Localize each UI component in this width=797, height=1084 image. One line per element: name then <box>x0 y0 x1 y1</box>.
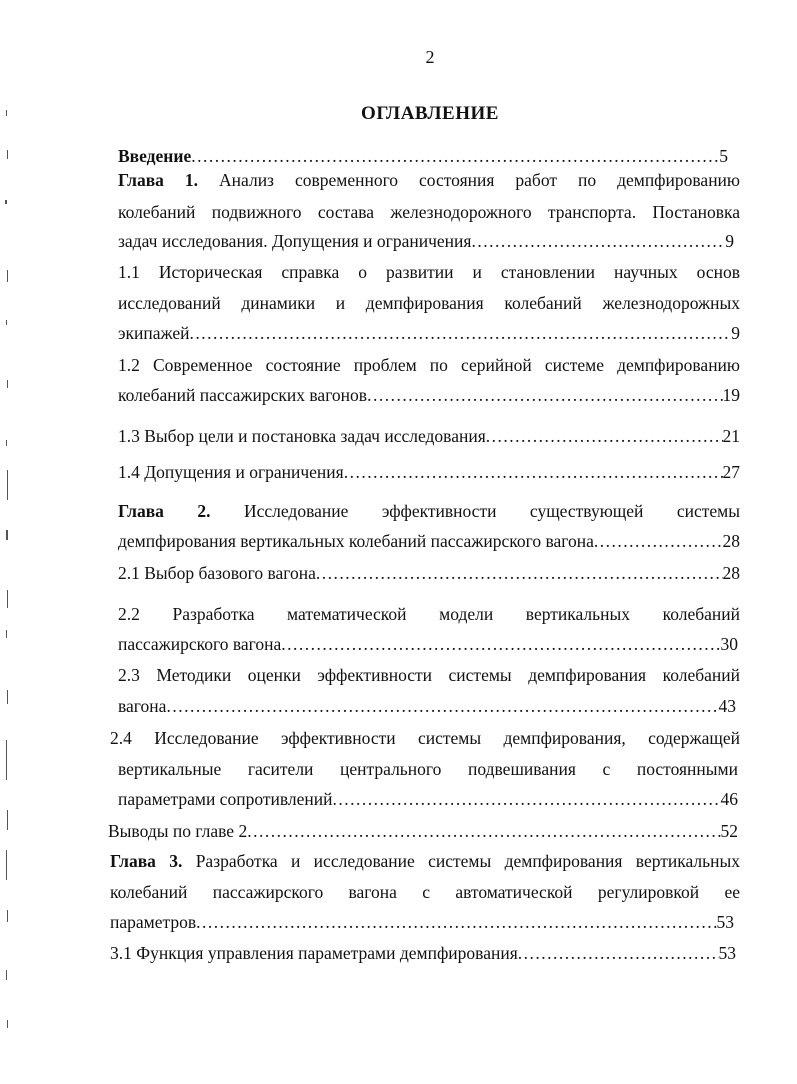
toc-ch2-title-2: демпфирования вертикальных колебаний пассажирского вагона <box>118 531 594 551</box>
toc-s13-title: 1.3 Выбор цели и постановка задач исследования <box>118 426 486 446</box>
toc-leader <box>316 562 723 584</box>
toc-leader <box>344 461 723 483</box>
toc-page-number: 21 <box>722 426 740 446</box>
toc-page-number: 28 <box>722 531 740 551</box>
toc-page-number: 9 <box>725 231 734 251</box>
toc-ch3-title-2: колебаний пассажирского вагона с автоматической регулировкой ее <box>110 882 740 902</box>
toc-entry-s14[interactable] <box>118 461 740 483</box>
toc-s23-title-2: вагона <box>118 696 167 716</box>
toc-entry-ch2-line2[interactable] <box>118 530 740 552</box>
toc-leader <box>281 633 720 655</box>
toc-s11-title-2: исследований динамики и демпфирования колебаний железнодорожных <box>118 293 740 313</box>
page-number: 2 <box>425 47 435 67</box>
toc-entry-s11-line3[interactable] <box>118 322 740 344</box>
toc-ch3-title-3: параметров <box>110 912 197 932</box>
toc-leader <box>332 788 720 810</box>
toc-ch2-label: Глава 2. <box>118 501 211 521</box>
toc-heading: ОГЛАВЛЕНИЕ <box>361 103 499 124</box>
toc-page-number: 9 <box>731 323 740 343</box>
toc-leader <box>196 911 716 933</box>
toc-page-number: 30 <box>720 634 738 654</box>
toc-page-number: 53 <box>716 912 734 932</box>
toc-ch3-label: Глава 3. <box>110 851 183 871</box>
toc-entry-ch1-line2 <box>118 201 740 223</box>
toc-entry-s24-line2 <box>118 758 738 780</box>
toc-leader <box>247 820 720 842</box>
toc-entry-ch2-line1[interactable] <box>118 500 740 522</box>
toc-ch2-title-1: Исследование эффективности существующей системы <box>243 501 741 521</box>
toc-ch3-title-1: Разработка и исследование системы демпфирования вертикальных <box>195 851 740 871</box>
toc-entry-ch1-line1[interactable] <box>118 169 740 191</box>
toc-s24-title-2: вертикальные гасители центрального подвешивания с постоянными <box>118 759 738 779</box>
toc-page-number: 46 <box>720 789 738 809</box>
toc-s24-title-3: параметрами сопротивлений <box>118 789 333 809</box>
toc-leader <box>191 145 719 167</box>
toc-ch1-title-2: колебаний подвижного состава железнодорожного транспорта. Постановка <box>118 202 740 222</box>
toc-s31-title: 3.1 Функция управления параметрами демпфирования <box>110 943 518 963</box>
toc-intro-label: Введение <box>118 146 192 166</box>
toc-entry-s24-line3[interactable] <box>118 788 738 810</box>
toc-entry-s13[interactable] <box>118 425 740 447</box>
toc-conc2-title: Выводы по главе 2 <box>108 821 248 841</box>
toc-entry-s23-line2[interactable] <box>118 695 736 717</box>
toc-entry-s22-line1[interactable] <box>118 603 740 625</box>
toc-leader <box>166 695 718 717</box>
toc-leader <box>367 384 722 406</box>
toc-s12-title-1: 1.2 Современное состояние проблем по серийной системе демпфированию <box>118 355 740 375</box>
toc-s12-title-2: колебаний пассажирских вагонов <box>118 385 368 405</box>
toc-page-number: 5 <box>719 146 728 166</box>
scan-margin-specks <box>0 90 14 1050</box>
toc-leader <box>594 530 723 552</box>
toc-leader <box>471 230 725 252</box>
toc-entry-s12-line2[interactable] <box>118 384 740 406</box>
toc-page-number: 19 <box>722 385 740 405</box>
toc-page-number: 52 <box>720 821 738 841</box>
toc-page-number: 28 <box>722 563 740 583</box>
toc-s14-title: 1.4 Допущения и ограничения <box>118 462 344 482</box>
toc-ch1-label: Глава 1. <box>118 170 199 190</box>
toc-entry-ch3-line3[interactable] <box>110 911 734 933</box>
toc-entry-s12-line1[interactable] <box>118 354 740 376</box>
toc-entry-ch3-line2 <box>110 881 740 903</box>
toc-leader <box>518 942 719 964</box>
toc-entry-ch3-line1[interactable] <box>110 850 740 872</box>
toc-s22-title-1: 2.2 Разработка математической модели вертикальных колебаний <box>118 604 740 624</box>
toc-ch1-title-1: Анализ современного состояния работ по демпфированию <box>219 170 740 190</box>
toc-s23-title-1: 2.3 Методики оценки эффективности системы демпфирования колебаний <box>118 665 740 685</box>
toc-entry-s11-line2 <box>118 292 740 314</box>
toc-entry-intro[interactable] <box>118 145 728 167</box>
toc-s11-title-1: 1.1 Историческая справка о развитии и становлении научных основ <box>118 262 740 282</box>
toc-page-number: 27 <box>722 462 740 482</box>
toc-entry-ch1-line3[interactable] <box>118 230 734 252</box>
toc-s24-title-1: 2.4 Исследование эффективности системы демпфирования, содержащей <box>110 728 740 748</box>
toc-s22-title-2: пассажирского вагона <box>118 634 282 654</box>
toc-page-number: 53 <box>718 943 736 963</box>
toc-entry-s31[interactable] <box>110 942 736 964</box>
toc-entry-s24-line1[interactable] <box>110 727 740 749</box>
toc-leader <box>486 425 723 447</box>
toc-ch1-title-3: задач исследования. Допущения и ограничения <box>118 231 472 251</box>
toc-s11-title-3: экипажей <box>118 323 190 343</box>
toc-page-number: 43 <box>718 696 736 716</box>
toc-entry-s21[interactable] <box>118 562 740 584</box>
toc-entry-conc2[interactable] <box>108 820 738 842</box>
toc-leader <box>190 322 732 344</box>
toc-entry-s22-line2[interactable] <box>118 633 738 655</box>
toc-entry-s11-line1[interactable] <box>118 261 740 283</box>
toc-entry-s23-line1[interactable] <box>118 664 740 686</box>
toc-s21-title: 2.1 Выбор базового вагона <box>118 563 316 583</box>
